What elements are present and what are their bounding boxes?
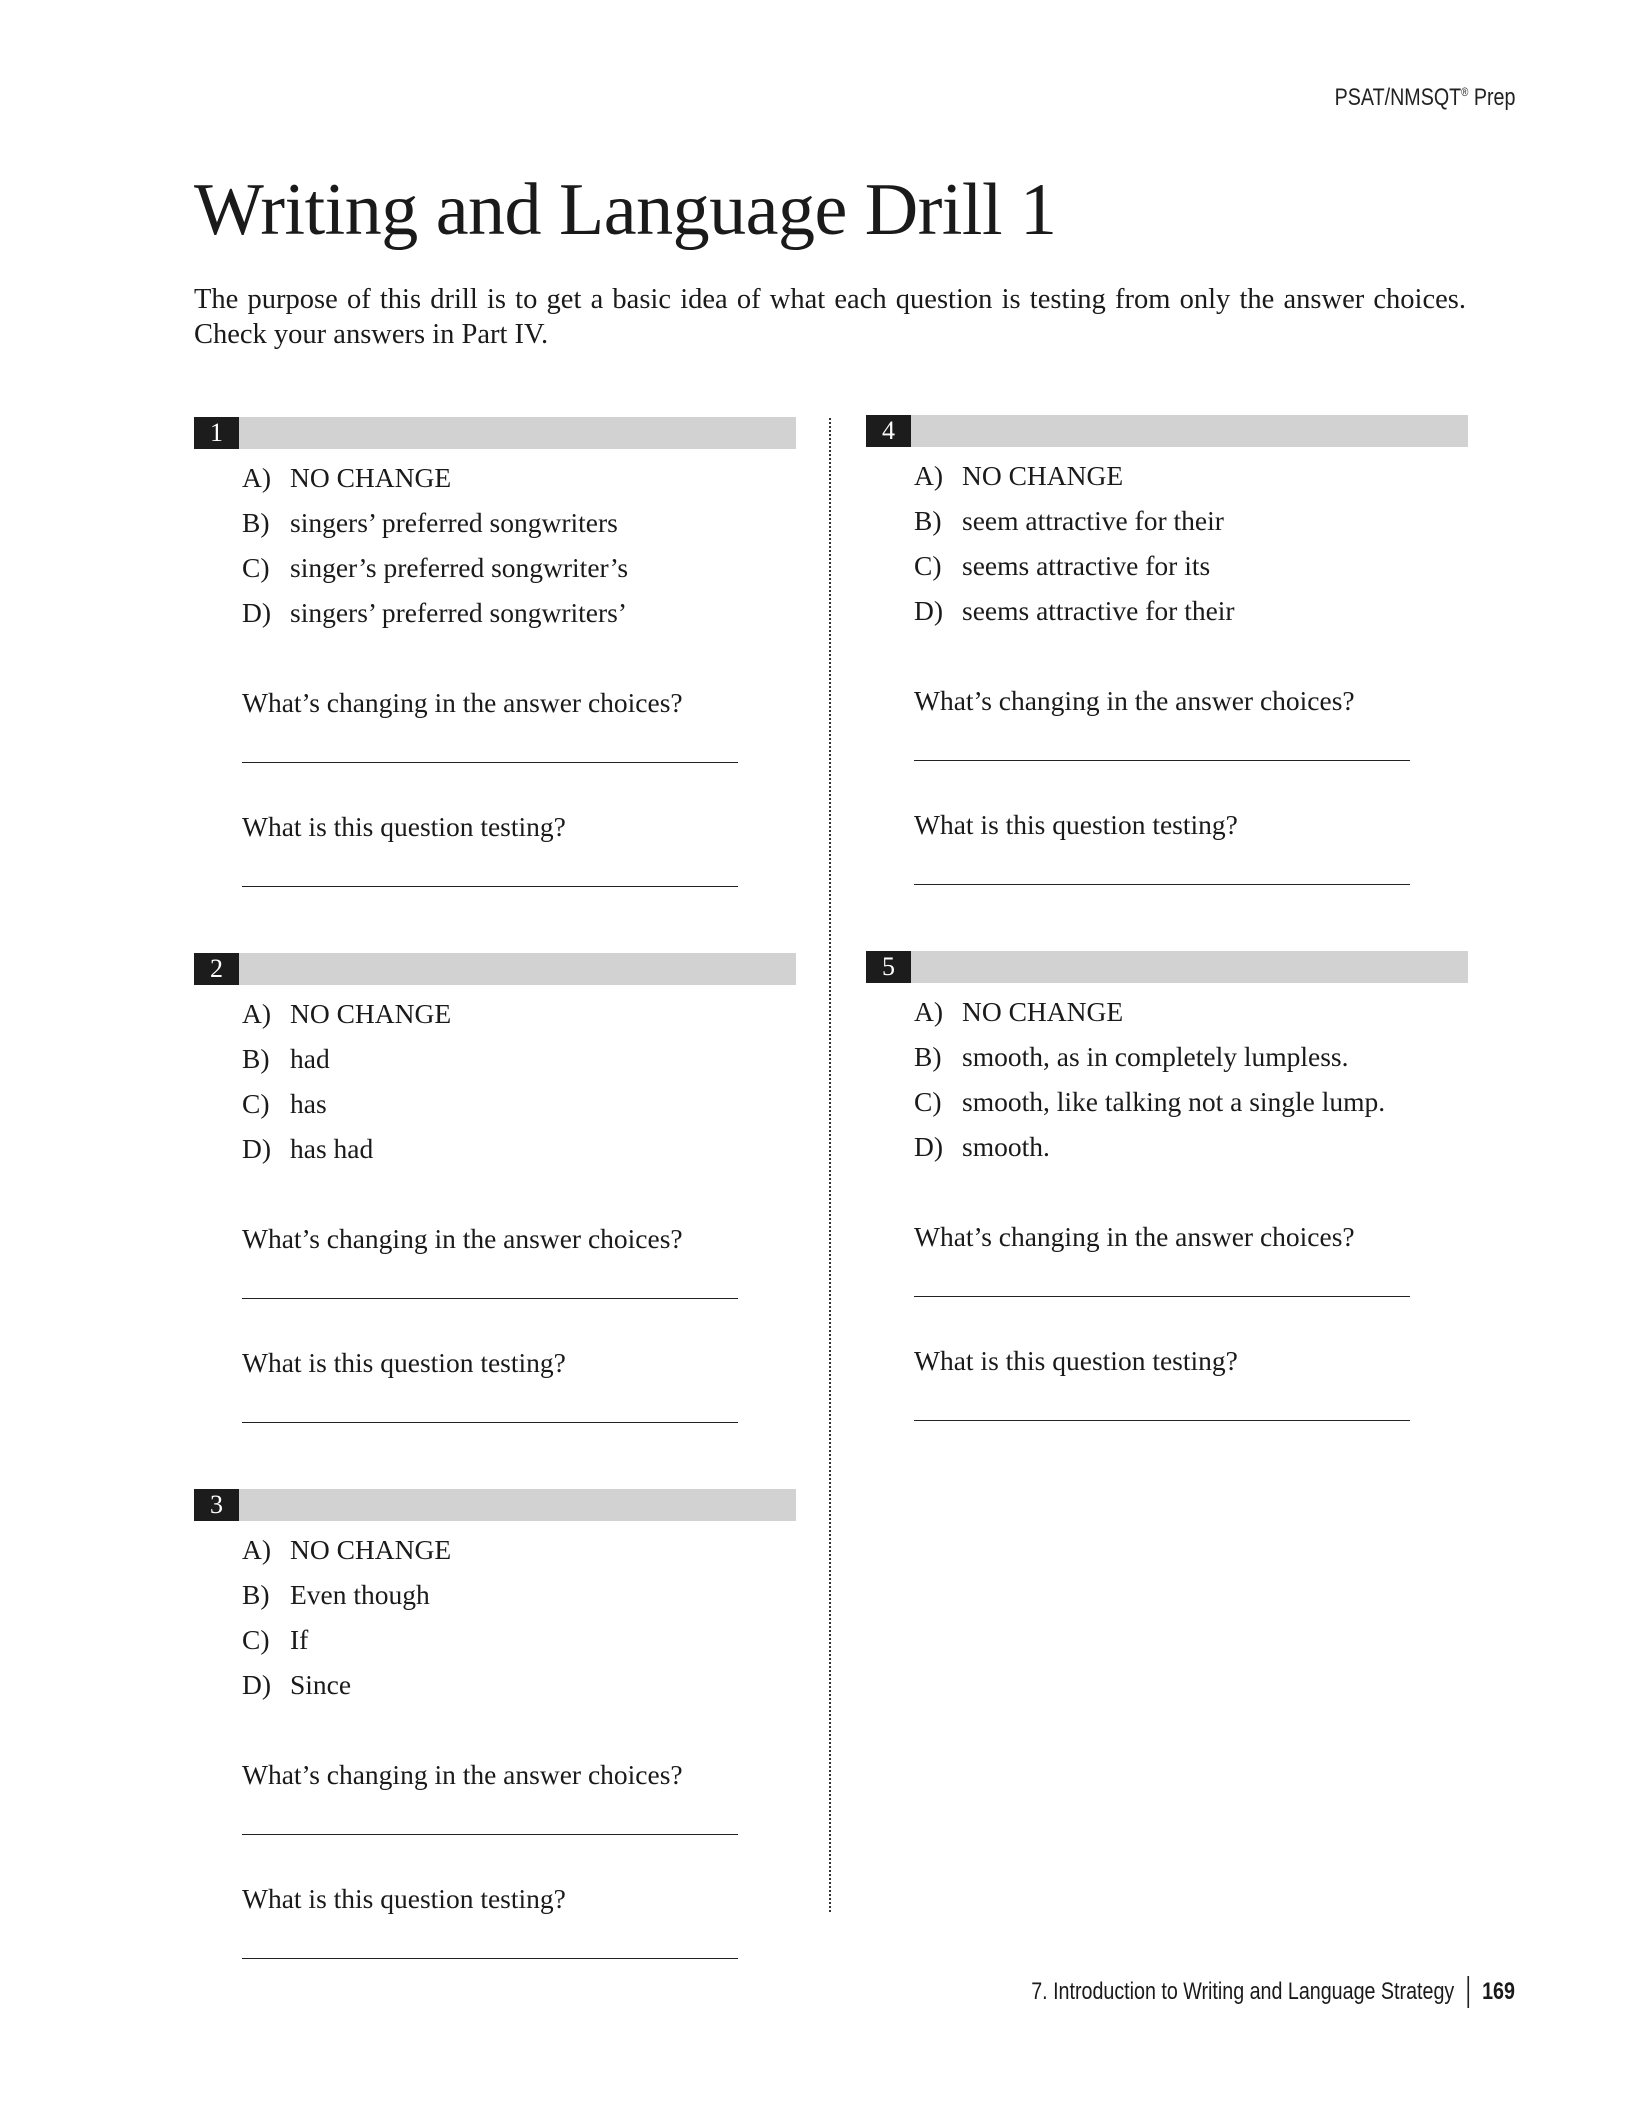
testing-prompt: What is this question testing? [914,809,1238,840]
choice-letter: C) [914,550,942,581]
running-title: PSAT/NMSQT [1334,84,1461,111]
choice-letter: B) [242,507,270,538]
question-number: 1 [194,417,239,449]
choice-text: Since [290,1669,352,1700]
choice-text: seem attractive for their [962,505,1224,536]
page-title: Writing and Language Drill 1 [194,169,1057,251]
answer-choice [242,506,618,540]
answer-choice [242,1533,451,1567]
intro-text: The purpose of this drill is to get a basic idea of what each question is testing from only the answer choices. Check your answers in Part IV. [194,284,1466,350]
question-2 [194,953,796,1433]
choice-letter: A) [914,460,944,491]
answer-choice [242,596,627,630]
choice-letter: D) [242,597,272,628]
answer-line[interactable] [242,1834,738,1835]
choice-text: Even though [290,1579,430,1610]
answer-line[interactable] [242,1958,738,1959]
running-header [1334,84,1515,112]
answer-line[interactable] [242,1422,738,1423]
question-number: 5 [866,951,911,983]
answer-line[interactable] [242,1298,738,1299]
answer-choice [242,1042,330,1076]
running-title-suffix: Prep [1467,84,1515,111]
answer-line[interactable] [914,1296,1410,1297]
choice-letter: D) [914,1131,944,1162]
answer-line[interactable] [914,760,1410,761]
changing-prompt: What’s changing in the answer choices? [242,687,683,718]
answer-choice [914,1040,1349,1074]
answer-choice [914,504,1224,538]
answer-choice [242,1623,308,1657]
chapter-title: 7. Introduction to Writing and Language Strategy [1031,1978,1455,2005]
registered-mark: ® [1460,85,1468,99]
choice-text: If [290,1624,309,1655]
answer-line[interactable] [914,884,1410,885]
footer-separator [1467,1976,1469,2008]
choice-text: smooth, like talking not a single lump. [962,1086,1386,1117]
choice-text: NO CHANGE [290,998,452,1029]
choice-text: seems attractive for its [962,550,1211,581]
question-bar [866,415,1468,447]
choice-letter: A) [242,462,272,493]
question-bar [866,951,1468,983]
choice-letter: D) [242,1669,272,1700]
answer-line[interactable] [914,1420,1410,1421]
answer-choice [242,461,451,495]
answer-choice [914,594,1235,628]
answer-choice [242,1578,430,1612]
answer-choice [242,1087,327,1121]
question-number: 4 [866,415,911,447]
choice-letter: D) [914,595,944,626]
choice-text: singers’ preferred songwriters’ [290,597,627,628]
choice-letter: B) [914,505,942,536]
choice-letter: A) [242,1534,272,1565]
choice-text: NO CHANGE [962,996,1124,1027]
answer-choice [914,459,1123,493]
choice-letter: A) [914,996,944,1027]
question-3 [194,1489,796,1969]
choice-letter: A) [242,998,272,1029]
choice-letter: C) [242,1088,270,1119]
choice-text: seems attractive for their [962,595,1235,626]
question-number: 2 [194,953,239,985]
answer-choice [242,1668,351,1702]
answer-line[interactable] [242,762,738,763]
choice-text: has had [290,1133,374,1164]
choice-text: singer’s preferred songwriter’s [290,552,629,583]
choice-text: NO CHANGE [962,460,1124,491]
changing-prompt: What’s changing in the answer choices? [242,1223,683,1254]
choice-letter: C) [242,1624,270,1655]
answer-choice [914,549,1210,583]
changing-prompt: What’s changing in the answer choices? [914,685,1355,716]
answer-choice [242,1132,373,1166]
choice-text: smooth, as in completely lumpless. [962,1041,1349,1072]
choice-letter: B) [914,1041,942,1072]
testing-prompt: What is this question testing? [242,811,566,842]
changing-prompt: What’s changing in the answer choices? [914,1221,1355,1252]
choice-text: has [290,1088,327,1119]
choice-letter: B) [242,1579,270,1610]
choice-text: had [290,1043,330,1074]
question-bar [194,953,796,985]
choice-letter: B) [242,1043,270,1074]
choice-text: NO CHANGE [290,462,452,493]
choice-letter: D) [242,1133,272,1164]
column-divider [829,418,831,1912]
choice-text: singers’ preferred songwriters [290,507,618,538]
answer-choice [242,551,628,585]
testing-prompt: What is this question testing? [242,1347,566,1378]
answer-choice [914,1085,1385,1119]
question-bar [194,417,796,449]
testing-prompt: What is this question testing? [242,1883,566,1914]
answer-choice [914,1130,1050,1164]
question-4 [866,415,1468,895]
question-bar [194,1489,796,1521]
answer-choice [914,995,1123,1029]
choice-letter: C) [242,552,270,583]
answer-choice [242,997,451,1031]
question-5 [866,951,1468,1431]
changing-prompt: What’s changing in the answer choices? [242,1759,683,1790]
testing-prompt: What is this question testing? [914,1345,1238,1376]
answer-line[interactable] [242,886,738,887]
choice-text: smooth. [962,1131,1050,1162]
page-number: 169 [1482,1978,1515,2005]
choice-letter: C) [914,1086,942,1117]
question-1 [194,417,796,897]
choice-text: NO CHANGE [290,1534,452,1565]
question-number: 3 [194,1489,239,1521]
page-footer [1031,1976,1515,2008]
